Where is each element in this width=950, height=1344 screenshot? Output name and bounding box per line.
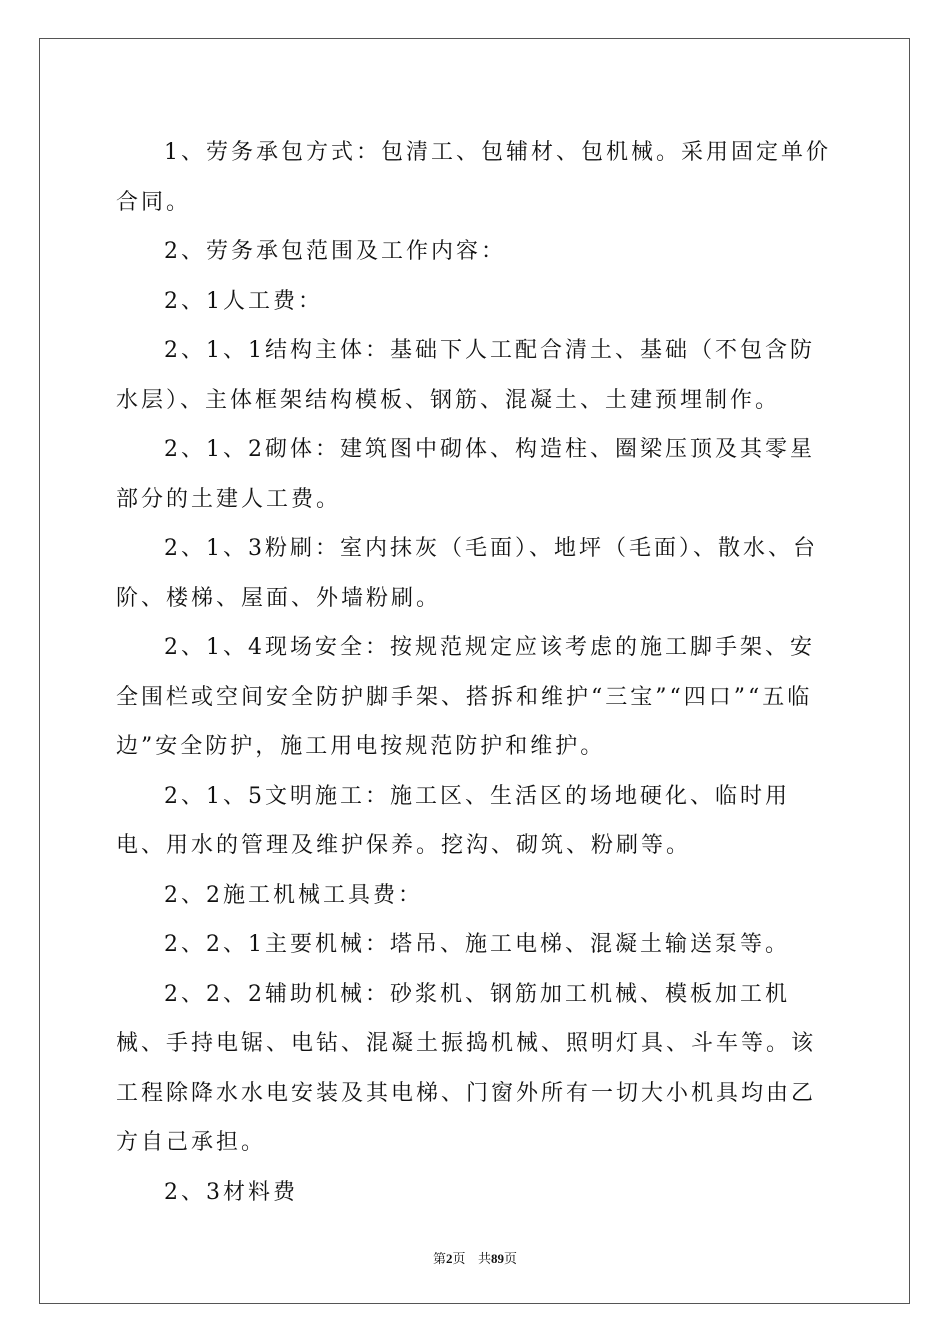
footer-total-prefix: 共 (477, 1252, 491, 1267)
paragraph-3: 2、1人工费： (164, 288, 323, 314)
document-body (116, 128, 836, 1217)
paragraph-4: 2、1、1结构主体：基础下人工配合清土、基础（不包含防水层）、主体框架结构模板、钢筋、混凝土、土建预埋制作。 (116, 338, 815, 413)
page-footer (0, 1248, 950, 1267)
paragraph-11: 2、2、2辅助机械：砂浆机、钢筋加工机械、模板加工机械、手持电锯、电钻、混凝土振捣机械、照明灯具、斗车等。该工程除降水水电安装及其电梯、门窗外所有一切大小机具均由乙方自己承担。 (116, 981, 817, 1155)
paragraph-7: 2、1、4现场安全：按规范规定应该考虑的施工脚手架、安全围栏或空间安全防护脚手架、搭拆和维护“三宝”“四口”“五临边”安全防护，施工用电按规范防护和维护。 (116, 635, 815, 759)
paragraph-8: 2、1、5文明施工：施工区、生活区的场地硬化、临时用电、用水的管理及维护保养。挖沟、砌筑、粉刷等。 (116, 783, 790, 858)
paragraph-6: 2、1、3粉刷：室内抹灰（毛面）、地坪（毛面）、散水、台阶、楼梯、屋面、外墙粉刷。 (116, 536, 818, 611)
footer-page-suffix: 页 (452, 1252, 466, 1267)
paragraph-5: 2、1、2砌体：建筑图中砌体、构造柱、圈梁压顶及其零星部分的土建人工费。 (116, 437, 815, 512)
paragraph-9: 2、2施工机械工具费： (164, 882, 423, 908)
footer-prefix: 第 (433, 1252, 447, 1267)
paragraph-1: 1、劳务承包方式：包清工、包辅材、包机械。采用固定单价合同。 (116, 140, 831, 215)
paragraph-10: 2、2、1主要机械：塔吊、施工电梯、混凝土输送泵等。 (164, 932, 790, 957)
footer-page-number: 2 (446, 1251, 453, 1266)
footer-total-suffix: 页 (503, 1252, 517, 1267)
footer-total-pages: 89 (490, 1251, 504, 1266)
paragraph-2: 2、劳务承包范围及工作内容： (164, 239, 506, 264)
paragraph-12: 2、3材料费 (164, 1179, 298, 1205)
